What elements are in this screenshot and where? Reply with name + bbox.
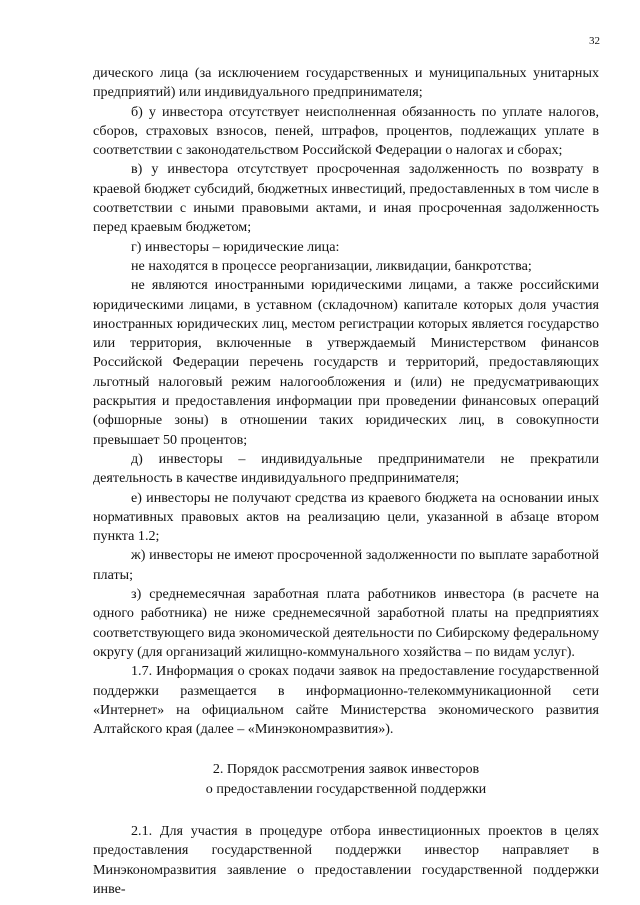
paragraph-item-e: е) инвесторы не получают средства из краевого бюджета на основании иных нормативных правовых актов на реализацию цели, указанной в абзаце втором пункта 1.2;	[93, 489, 599, 545]
document-body	[93, 64, 599, 899]
section-heading	[93, 760, 599, 799]
paragraph-reorganization: не находятся в процессе реорганизации, ликвидации, банкротства;	[131, 257, 532, 274]
paragraph-2-1: 2.1. Для участия в процедуре отбора инвестиционных проектов в целях предоставления государственной поддержки инвестор направляет в Минэкономразвития заявление о предоставлении государственной поддержки инве-	[93, 822, 599, 897]
paragraph-item-d: д) инвесторы – индивидуальные предприниматели не прекратили деятельность в качестве индивидуального предпринимателя;	[93, 450, 599, 487]
section-heading-line-1: 2. Порядок рассмотрения заявок инвесторов	[212, 761, 480, 778]
section-heading-line-2: о предоставлении государственной поддержки	[205, 780, 487, 797]
paragraph-item-g: г) инвесторы – юридические лица:	[131, 238, 340, 255]
paragraph-1-7: 1.7. Информация о сроках подачи заявок на предоставление государственной поддержки размещается в информационно-телекоммуникационной сети «Интернет» на официальном сайте Министерства экономического развития Алтайского края (далее – «Минэкономразвития»).	[93, 663, 599, 738]
page-number: 32	[589, 35, 600, 47]
paragraph-foreign-entities: не являются иностранными юридическими лицами, а также российскими юридическими лицами, в уставном (складочном) капитале которых доля участия иностранных юридических лиц, местом регистрации которых является государство или территория, включенные в утверждаемый Министерством финансов Российской Федерации перечень государств и территорий, предоставляющих льготный налоговый режим налогообложения и (или) не предусматривающих раскрытия и предоставления информации при проведении финансовых операций (офшорные зоны) в отношении таких юридических лиц, в совокупности превышает 50 процентов;	[93, 277, 599, 448]
paragraph-item-b: б) у инвестора отсутствует неисполненная обязанность по уплате налогов, сборов, страховых взносов, пеней, штрафов, процентов, подлежащих уплате в соответствии с законодательством Российской Федерации о налогах и сборах;	[93, 103, 599, 159]
paragraph-continuation: дического лица (за исключением государственных и муниципальных унитарных предприятий) или индивидуального предпринимателя;	[93, 65, 599, 101]
paragraph-item-v: в) у инвестора отсутствует просроченная задолженность по возврату в краевой бюджет субсидий, бюджетных инвестиций, предоставленных в том числе в соответствии с иными правовыми актами, и иная просроченная задолженность перед краевым бюджетом;	[93, 161, 599, 236]
paragraph-item-z: з) среднемесячная заработная плата работников инвестора (в расчете на одного работника) не ниже среднемесячной заработной платы на предприятиях соответствующего вида экономической деятельности по Сибирскому федеральному округу (для организаций жилищно-коммунального хозяйства – по видам услуг).	[93, 586, 599, 660]
paragraph-item-zh: ж) инвесторы не имеют просроченной задолженности по выплате заработной платы;	[93, 547, 599, 583]
